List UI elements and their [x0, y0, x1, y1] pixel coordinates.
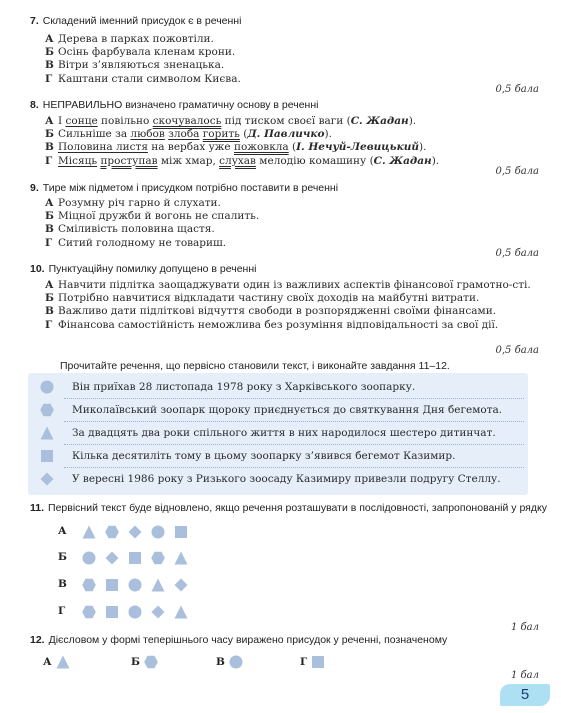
sentence-circle: Він приїхав 28 листопада 1978 року з Харківського зоопарку. — [72, 381, 416, 393]
q11-row-letter[interactable]: В — [58, 578, 67, 590]
q7-option-b[interactable]: Б Осінь фарбувала кленам крони. — [45, 46, 236, 59]
hexagon-icon — [105, 525, 119, 539]
hexagon-marker-icon — [40, 403, 54, 417]
q11-row-c[interactable] — [82, 578, 188, 592]
q10-options — [45, 279, 540, 332]
q10-option-b[interactable]: Б Потрібно навчитися відкладати частину своїх доходів на майбутні витрати. — [45, 292, 480, 305]
q8-option-a[interactable]: А І сонце повільно скочувалось під тиском своєї ваги (С. Жадан). — [45, 115, 417, 127]
q12-option-d[interactable]: Г — [300, 655, 325, 669]
q11-row-d[interactable] — [82, 605, 188, 619]
q11-row-letter[interactable]: Г — [58, 605, 66, 617]
square-icon — [128, 551, 142, 565]
diamond-icon — [151, 605, 165, 619]
circle-icon — [82, 551, 96, 565]
q9-options — [45, 197, 259, 250]
q9-option-d[interactable]: Г Ситий голодному не товариш. — [45, 236, 227, 249]
q9-score: 0,5 бала — [495, 248, 539, 259]
q8-option-d[interactable]: Г Місяць проступав між хмар, слухав мелодію комашину (С. Жадан). — [45, 154, 440, 167]
q9-option-a[interactable]: А Розумну річ гарно й слухати. — [45, 197, 221, 209]
square-icon — [311, 655, 325, 669]
q7-option-d[interactable]: Г Каштани стали символом Києва. — [45, 72, 241, 85]
square-marker-icon — [40, 449, 54, 463]
q7-score: 0,5 бала — [495, 84, 539, 95]
triangle-icon — [56, 655, 70, 669]
q8-score: 0,5 бала — [495, 166, 539, 177]
divider — [64, 421, 524, 422]
sentence-hexagon: Миколаївський зоопарк щороку приєднується до святкування Дня бегемота. — [72, 404, 503, 416]
circle-icon — [151, 525, 165, 539]
square-icon — [105, 605, 119, 619]
triangle-icon — [174, 551, 188, 565]
q8-option-c[interactable]: В Половина листя на вербах уже пожовкла (І. Нечуй-Левицький). — [45, 141, 427, 154]
q11-row-letter[interactable]: А — [58, 525, 67, 537]
q9-option-c[interactable]: В Сміливість половина щастя. — [45, 223, 215, 236]
circle-icon — [229, 655, 243, 669]
divider — [64, 398, 524, 399]
q7-option-c[interactable]: В Вітри з’являються зненацька. — [45, 59, 225, 72]
q10-option-a[interactable]: А Навчити підлітка заощаджувати один із важливих аспектів фінансової грамотно-сті. — [45, 279, 531, 291]
divider — [64, 467, 524, 468]
circle-icon — [128, 578, 142, 592]
hexagon-icon — [82, 578, 96, 592]
triangle-icon — [174, 605, 188, 619]
circle-icon — [128, 605, 142, 619]
q7-option-a[interactable]: А Дерева в парках пожовтіли. — [45, 33, 214, 45]
q9-option-b[interactable]: Б Міцної дружби й вогонь не спалить. — [45, 210, 260, 223]
diamond-icon — [174, 578, 188, 592]
hexagon-icon — [82, 605, 96, 619]
q12-title: 12. Дієсловом у формі теперішнього часу виражено присудок у реченні, позначеному — [30, 634, 448, 646]
sentence-square: Кілька десятиліть тому в цьому зоопарку з’явився бегемот Казимир. — [72, 450, 456, 462]
q9-title: 9. Тире між підметом і присудком потрібно поставити в реченні — [30, 182, 339, 194]
q12-option-a[interactable]: А — [43, 655, 70, 669]
q8-option-b[interactable]: Б Сильніше за любов злоба горить (Д. Павличко). — [45, 128, 332, 141]
hexagon-icon — [151, 551, 165, 565]
q10-title: 10. Пунктуаційну помилку допущено в реченні — [30, 263, 257, 275]
divider — [64, 444, 524, 445]
q11-row-a[interactable] — [82, 525, 188, 539]
diamond-marker-icon — [40, 472, 54, 486]
square-icon — [105, 578, 119, 592]
q8-options — [45, 115, 439, 168]
diamond-icon — [105, 551, 119, 565]
q10-option-d[interactable]: Г Фінансова самостійність неможлива без розуміння відповідальності за свої дії. — [45, 318, 499, 331]
q12-option-c[interactable]: В — [216, 655, 243, 669]
triangle-icon — [151, 578, 165, 592]
triangle-icon — [82, 525, 96, 539]
q12-score: 1 бал — [511, 670, 539, 681]
text-intro: Прочитайте речення, що первісно становили текст, і виконайте завдання 11–12. — [60, 360, 450, 372]
q11-title: 11. Первісний текст буде відновлено, якщо речення розташувати в послідовності, запропонованій у рядку — [30, 502, 547, 514]
q11-row-letter[interactable]: Б — [58, 551, 67, 563]
page-number-badge: 5 — [500, 684, 550, 706]
diamond-icon — [128, 525, 142, 539]
q12-option-b[interactable]: Б — [131, 655, 158, 669]
sentence-diamond: У вересні 1986 року з Ризького зоосаду Казимиру привезли подругу Стеллу. — [72, 473, 501, 485]
q7-title: 7. Складений іменний присудок є в реченні — [30, 15, 242, 27]
circle-marker-icon — [40, 380, 54, 394]
q10-option-c[interactable]: В Важливо дати підліткові відчуття свободи в розпорядженні своїми фінансами. — [45, 305, 497, 318]
square-icon — [174, 525, 188, 539]
triangle-marker-icon — [40, 426, 54, 440]
q7-options — [45, 33, 241, 86]
hexagon-icon — [144, 655, 158, 669]
sentence-triangle: За двадцять два роки спільного життя в них народилося шестеро дитинчат. — [72, 427, 496, 439]
q11-score: 1 бал — [511, 622, 539, 633]
q10-score: 0,5 бала — [495, 345, 539, 356]
q8-title: 8. НЕПРАВИЛЬНО визначено граматичну основу в реченні — [30, 99, 319, 111]
q11-row-b[interactable] — [82, 551, 188, 565]
